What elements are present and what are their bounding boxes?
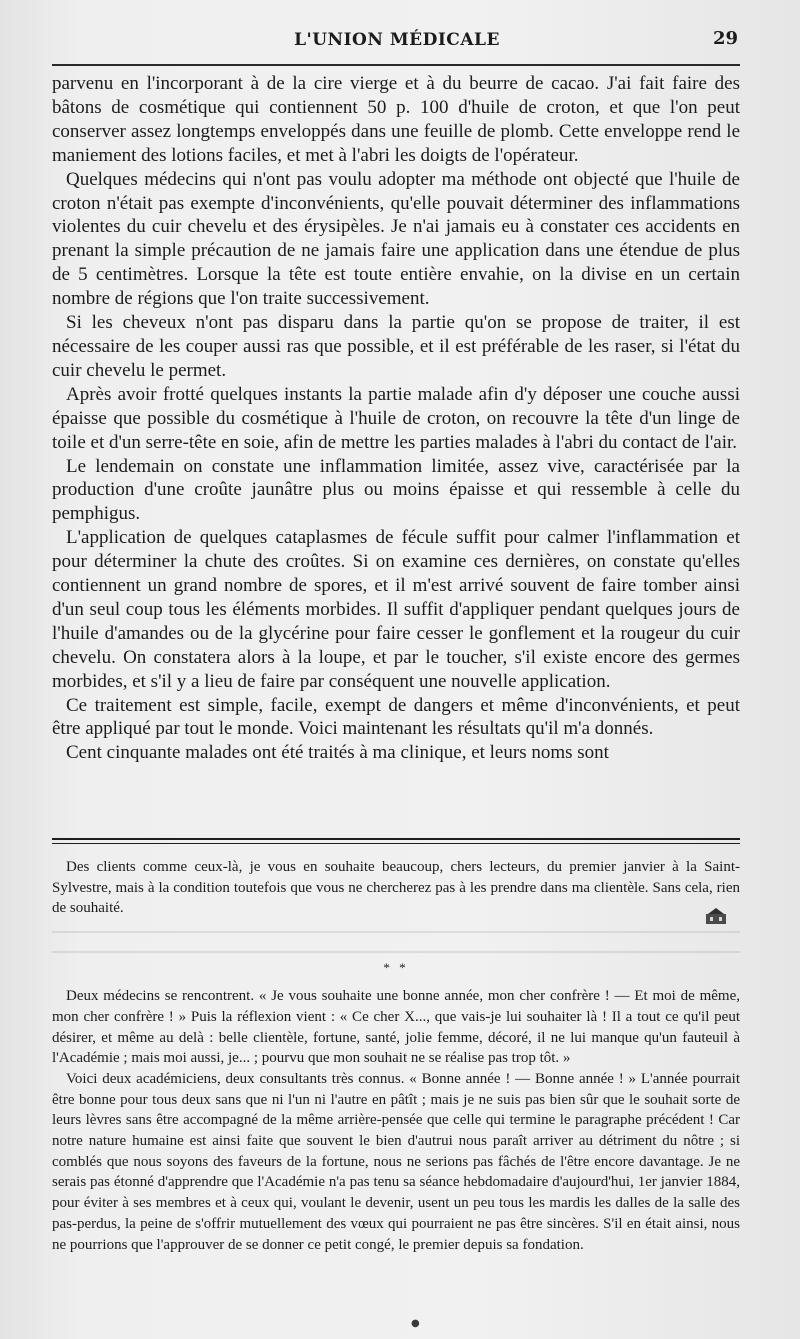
- paragraph-continuation: parvenu en l'incorporant à de la cire vierge et à du beurre de cacao. J'ai fait faire des bâtons de cosmétique qui contiennent 50 p. 100 d'huile de croton, et que l'on peut conserver assez longtemps enveloppés dans une feuille de plomb. Cette enveloppe rend le maniement des lotions faciles, et met à l'abri les doigts de l'opérateur.: [52, 73, 740, 166]
- paragraph: Le lendemain on constate une inflammation limitée, assez vive, caractérisée par la production d'une croûte jaunâtre plus ou moins épaisse et qui ressemble à celle du pemphigus.: [52, 455, 740, 525]
- bottom-dot-icon: ●: [411, 1318, 420, 1329]
- header-rule: [52, 64, 740, 66]
- section-rule-thin: [52, 843, 740, 844]
- note-paragraph: Deux médecins se rencontrent. « Je vous souhaite une bonne année, mon cher confrère ! — Et moi de même, mon cher confrère ! » Puis la réflexion vient : « Ce cher X..., que vais-je lui souhaiter là ! Il a tout ce qu'il peut désirer, et même au delà : belle clientèle, fortune, santé, jolie femme, décoré, il ne lui manque qu'un fauteuil à l'Académie ; mais moi aussi, je... ; pourvu que mon souhait ne se réalise pas trop tôt. »: [52, 988, 740, 1067]
- printer-ornament-icon: [704, 906, 728, 926]
- show-through-text: [52, 925, 740, 966]
- feuilleton-notes: [52, 857, 740, 1255]
- journal-title: L'UNION MÉDICALE: [294, 30, 500, 50]
- note-paragraph: Voici deux académiciens, deux consultants très connus. « Bonne année ! — Bonne année ! » L'année pourrait être bonne pour tous deux sans que ni l'un ni l'autre en pâtît ; mais je ne suis pas bien sûr que le souhait sorte de leurs lèvres sans être accompagné de la même arrière-pensée que celle qui termine le paragraphe précédent ! Car notre nature humaine est ainsi faite que souvent le bien d'autrui nous paraît arriver au détriment du nôtre ; si comblés que nous soyons des faveurs de la fortune, nous ne serions pas fâchés de l'être encore davantage. Je ne serais pas étonné d'apprendre que l'Académie n'a pas tenu sa séance hebdomadaire d'aujourd'hui, 1er janvier 1884, pour éviter à ses membres et à ceux qui, voulant le devenir, usent un peu tous les mardis les dalles de la salle des pas-perdus, la peine de s'offrir mutuellement des vœux qui pourraient ne pas être sincères. S'il en était ainsi, nous ne pourrions que l'approuver de se donner ce petit congé, le premier depuis sa fondation.: [52, 1070, 740, 1253]
- paragraph: Si les cheveux n'ont pas disparu dans la partie qu'on se propose de traiter, il est nécessaire de les couper aussi ras que possible, et il est préférable de les raser, si l'état du cuir chevelu le permet.: [52, 312, 740, 381]
- asterism: * *: [383, 960, 409, 976]
- page-number: 29: [712, 28, 738, 49]
- paragraph: Après avoir frotté quelques instants la partie malade afin d'y déposer une couche aussi épaisse que possible du cosmétique à l'huile de croton, on recouvre la tête d'un linge de toile et d'un serre-tête en soie, afin de mettre les parties malades à l'abri du contact de l'air.: [52, 383, 740, 453]
- note-paragraph: Des clients comme ceux-là, je vous en souhaite beaucoup, chers lecteurs, du premier janvier à la Saint-Sylvestre, mais à la condition toutefois que vous ne chercherez pas à les prendre dans ma clientèle. Sans cela, rien de souhaité.: [52, 859, 740, 917]
- paragraph: Ce traitement est simple, facile, exempt de dangers et même d'inconvénients, et peut être appliqué par tout le monde. Voici maintenant les résultats qu'il m'a donnés.: [52, 694, 740, 740]
- paragraph: L'application de quelques cataplasmes de fécule suffit pour calmer l'inflammation et pour déterminer la chute des croûtes. Si on examine ces dernières, on constate qu'elles contiennent un grand nombre de spores, et il m'est arrivé souvent de faire tomber ainsi d'un seul coup tous les éléments morbides. Il suffit d'appliquer pendant quelques jours de l'huile d'amandes ou de la glycérine pour faire cesser le gonflement et la rougeur du cuir chevelu. On constatera alors à la loupe, et par le toucher, s'il existe encore des germes morbides, et s'il y a lieu de faire par conséquent une nouvelle application.: [52, 527, 740, 692]
- section-rule-thick: [52, 838, 740, 840]
- paragraph-last: Cent cinquante malades ont été traités à ma clinique, et leurs noms sont: [66, 742, 609, 764]
- paragraph: Quelques médecins qui n'ont pas voulu adopter ma méthode ont objecté que l'huile de croton n'était pas exempte d'inconvénients, qu'elle pouvait déterminer des inflammations violentes du cuir chevelu et des érysipèles. Je n'ai jamais eu à constater ces accidents en prenant la simple précaution de ne jamais faire une application dans une étendue de plus de 5 centimètres. Lorsque la tête est toute entière envahie, on la divise en un certain nombre de régions que l'on traite successivement.: [52, 168, 740, 310]
- running-header: [52, 22, 742, 52]
- main-text: [52, 72, 740, 765]
